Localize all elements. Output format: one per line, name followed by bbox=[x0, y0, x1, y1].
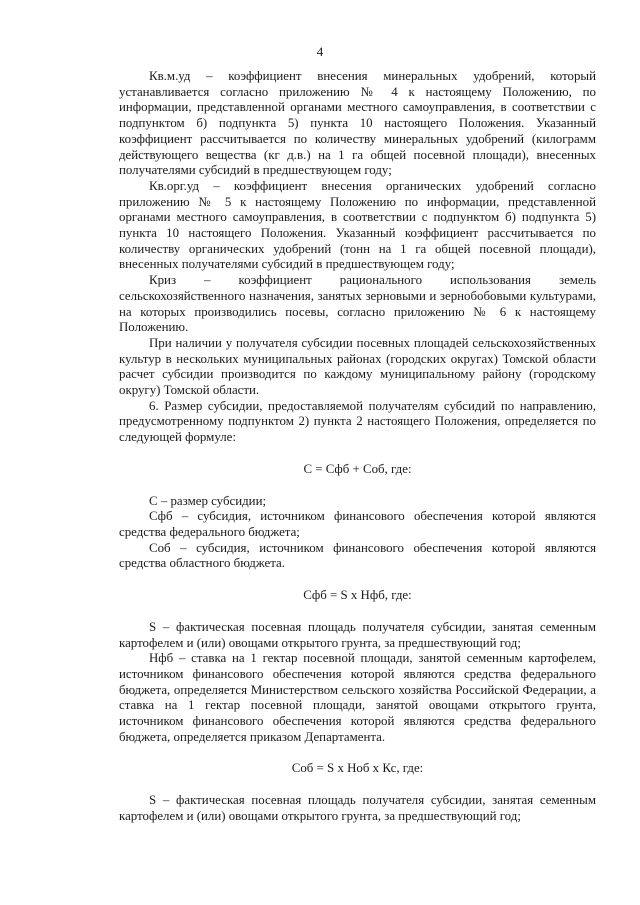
definition-s-repeat: S – фактическая посевная площадь получателя субсидии, занятая семенным картофелем и (или) овощами открытого грунта, за предшествующий год; bbox=[119, 793, 596, 823]
formula-total-subsidy: С = Сфб + Соб, где: bbox=[303, 461, 412, 476]
page-number: 4 bbox=[316, 44, 324, 59]
paragraph-mineral-fertilizer-coefficient: Кв.м.уд – коэффициент внесения минеральных удобрений, который устанавливается согласно приложению № 4 к настоящему Положению, по информации, представленной органами местного самоуправления, в соответствии с подпунктом б) подпункта 5) пункта 10 настоящего Положения. Указанный коэффициент рассчитывается по количеству минеральных удобрений (килограмм действующего вещества (кг д.в.) на 1 га общей посевной площади), внесенных получателями субсидий в предшествующем году; bbox=[119, 69, 596, 178]
paragraph-subsidy-size: 6. Размер субсидии, предоставляемой получателям субсидий по направлению, предусмотренному подпунктом 2) пункта 2 настоящего Положения, определяется по следующей формуле: bbox=[119, 398, 596, 445]
definition-c: С – размер субсидии; bbox=[149, 493, 267, 508]
definition-s: S – фактическая посевная площадь получателя субсидии, занятая семенным картофелем и (или) овощами открытого грунта, за предшествующий год; bbox=[119, 619, 596, 650]
formula-regional-subsidy: Соб = S х Ноб х Кс, где: bbox=[291, 761, 424, 776]
definition-sob: Соб – субсидия, источником финансового обеспечения которой являются средства областного бюджета. bbox=[119, 540, 596, 571]
paragraph-multiple-districts: При наличии у получателя субсидии посевных площадей сельскохозяйственных культур в нескольких муниципальных районах (городских округах) Томской области расчет субсидии производится по каждому муниципальному району (городскому округу) Томской области. bbox=[119, 335, 596, 398]
formula-federal-subsidy: Сфб = S х Нфб, где: bbox=[303, 588, 412, 603]
paragraph-organic-fertilizer-coefficient: Кв.орг.уд – коэффициент внесения органических удобрений согласно приложению № 5 к настоящему Положению по информации, представленной органами местного самоуправления, в соответствии с подпунктом б) подпункта 5) пункта 10 настоящего Положения. Указанный коэффициент рассчитывается по количеству органических удобрений (тонн на 1 га общей посевной площади), внесенных получателями субсидий в предшествующем году; bbox=[119, 178, 596, 272]
definition-sfb: Сфб – субсидия, источником финансового обеспечения которой являются средства федерального бюджета; bbox=[119, 509, 596, 539]
document-body bbox=[119, 69, 596, 825]
definition-nfb: Нфб – ставка на 1 гектар посевной площади, занятой семенным картофелем, источником финансового обеспечения которой являются средства федерального бюджета, определяется Министерством сельского хозяйства Российской Федерации, а ставка на 1 гектар посевной площади, занятой овощами открытого грунта, источником финансового обеспечения которой являются средства федерального бюджета, определяется приказом Департамента. bbox=[119, 651, 596, 744]
paragraph-land-use-coefficient: Криз – коэффициент рационального использования земель сельскохозяйственного назначения, занятых зерновыми и зернобобовыми культурами, на которых производились посевы, согласно приложению № 6 к настоящему Положению. bbox=[119, 273, 596, 335]
